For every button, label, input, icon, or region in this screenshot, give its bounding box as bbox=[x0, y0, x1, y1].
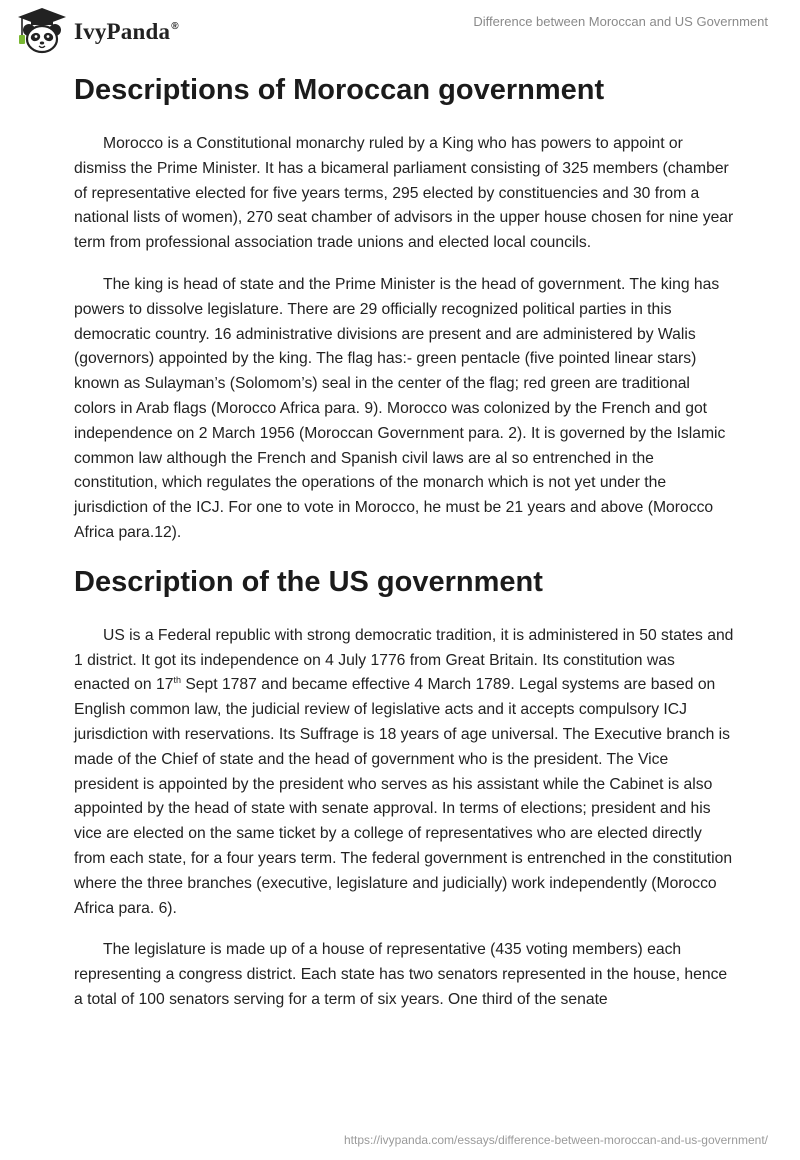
section-heading-us: Description of the US government bbox=[74, 565, 543, 598]
paragraph: The king is head of state and the Prime Minister is the head of government. The king has powers to dissolve legislature. There are 29 officially recognized political parties in this democratic country. 16 administrative divisions are present and are administered by Walis (governors) appointed by the king. The flag has:- green pentacle (five pointed linear stars) known as Sulayman’s (Solomom’s) seal in the center of the flag; red green are traditional colors in Arab flags (Morocco Africa para. 9). Morocco was colonized by the French and got independence on 2 March 1956 (Moroccan Government para. 2). It is governed by the Islamic common law although the French and Spanish civil laws are al so entrenched in the constitution, which regulates the operations of the monarch which is not yet under the jurisdiction of the ICJ. For one to vote in Morocco, he must be 21 years and above (Morocco Africa para.12). bbox=[74, 275, 726, 541]
essay-content bbox=[74, 72, 734, 1013]
paragraph: Morocco is a Constitutional monarchy ruled by a King who has powers to appoint or dismiss the Prime Minister. It has a bicameral parliament consisting of 325 members (chamber of representative elected for five years terms, 295 elected by constituencies and 30 from a national lists of women), 270 seat chamber of advisors in the upper house chosen for nine year term from professional association trade unions and elected local councils. bbox=[74, 135, 734, 252]
page-header bbox=[0, 0, 800, 70]
panda-graduate-icon bbox=[14, 6, 70, 56]
logo-text: IvyPanda® bbox=[74, 19, 179, 44]
section-heading-morocco: Descriptions of Moroccan government bbox=[74, 74, 605, 106]
paragraph: The legislature is made up of a house of representative (435 voting members) each representing a congress district. Each state has two senators represented in the house, hence a total of 100 senators serving for a term of six years. One third of the senate bbox=[74, 941, 728, 1008]
registered-mark: ® bbox=[171, 21, 179, 32]
ivypanda-logo[interactable] bbox=[14, 6, 179, 56]
source-url[interactable]: https://ivypanda.com/essays/difference-between-moroccan-and-us-government/ bbox=[344, 1133, 768, 1147]
ordinal-suffix: th bbox=[173, 675, 181, 686]
paragraph: US is a Federal republic with strong democratic tradition, it is administered in 50 states and 1 district. It got its independence on 4 July 1776 from Great Britain. Its constitution was enacted on 17th Sept 1787 and became effective 4 March 1789. Legal systems are based on English common law, the judicial review of legislative acts and it accepts compulsory ICJ jurisdiction with reservations. Its Suffrage is 18 years of age universal. The Executive branch is made of the Chief of state and the head of government who is the president. The Vice president is appointed by the president who serves as his assistant while the Cabinet is also appointed by the head of state with senate approval. In terms of elections; president and his vice are elected on the same ticket by a college of representatives who are elected directly from each state, for a four years term. The federal government is entrenched in the constitution where the three branches (executive, legislature and judicially) work independently (Morocco Africa para. 6). bbox=[74, 626, 734, 917]
document-title: Difference between Moroccan and US Government bbox=[473, 14, 768, 29]
